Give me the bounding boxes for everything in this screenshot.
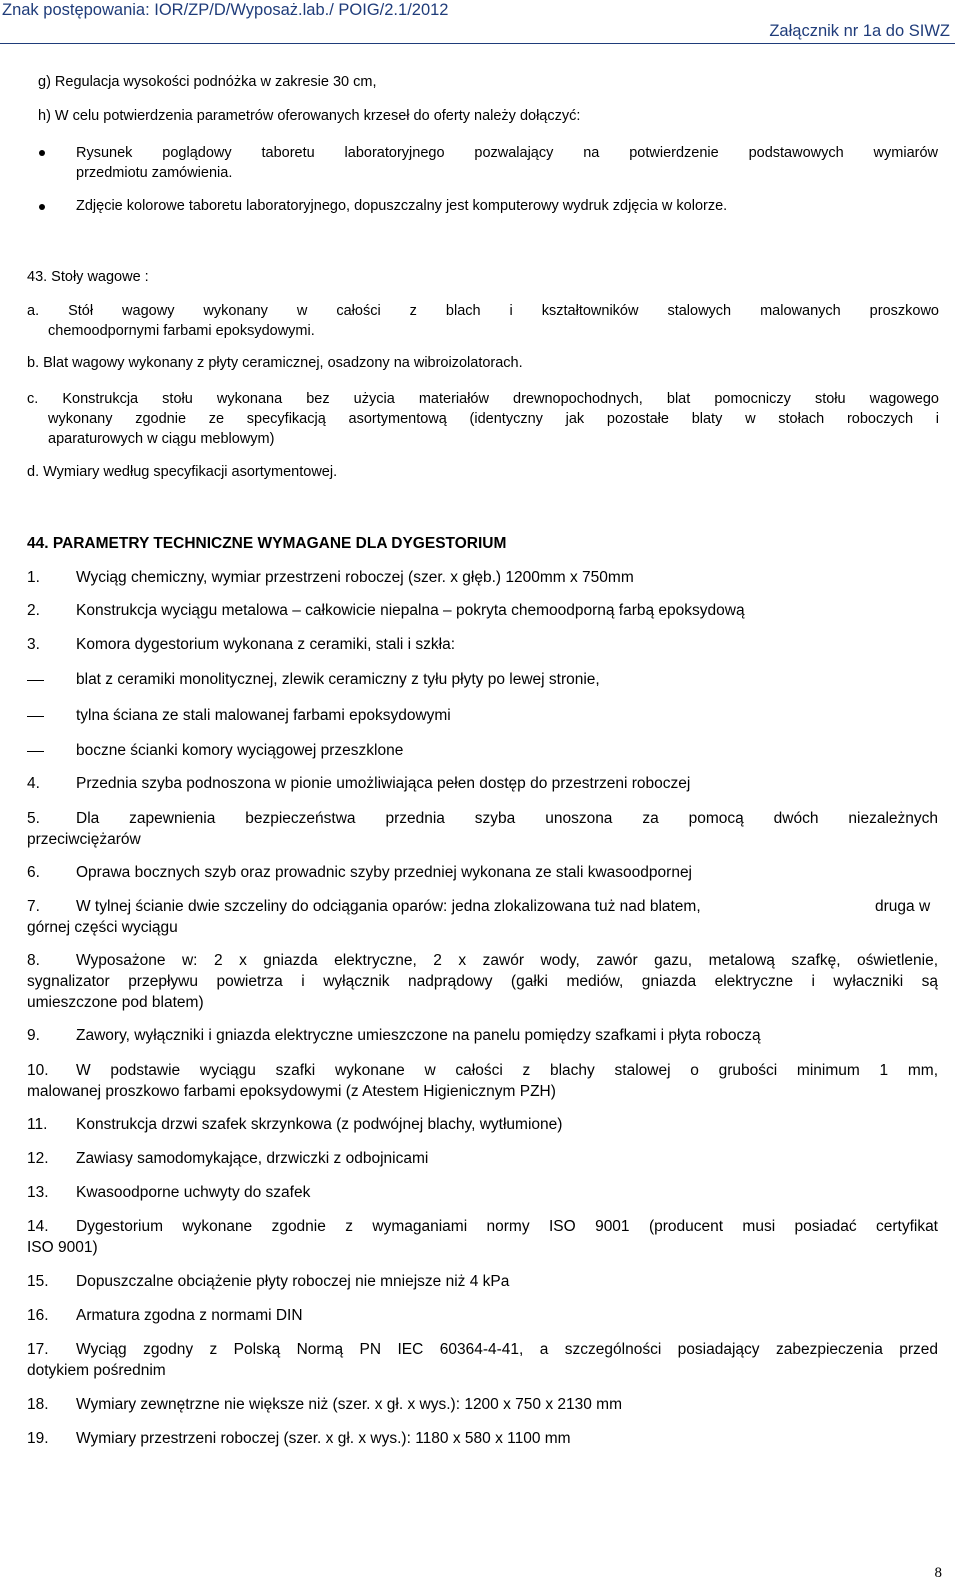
dash-marker	[27, 751, 44, 752]
item-17-num: 17.	[27, 1341, 49, 1358]
item-4-num: 4.	[27, 775, 40, 792]
item-14-line2: ISO 9001)	[27, 1239, 98, 1256]
item-5-num: 5.	[27, 810, 40, 827]
section-43-title: 43. Stoły wagowe :	[27, 269, 149, 285]
dash-item-1: blat z ceramiki monolitycznej, zlewik ceramiczny z tyłu płyty po lewej stronie,	[76, 671, 600, 688]
item-43c-line1: c. Konstrukcja stołu wykonana bez użycia materiałów drewnopochodnych, blat pomocniczy stołu wagowego	[27, 391, 939, 407]
item-13-text: Kwasoodporne uchwyty do szafek	[76, 1184, 311, 1201]
bullet-2: Zdjęcie kolorowe taboretu laboratoryjnego, dopuszczalny jest komputerowy wydruk zdjęcia w kolorze.	[76, 198, 728, 214]
item-8-line2: sygnalizator przepływu powietrza i wyłącznik nadprądowy (gałki mediów, gniazda elektryczne i wyłaczniki są	[27, 973, 938, 990]
item-15-text: Dopuszczalne obciążenie płyty roboczej nie mniejsze niż 4 kPa	[76, 1273, 510, 1290]
item-1-num: 1.	[27, 569, 40, 586]
dash-marker	[27, 716, 44, 717]
item-19-text: Wymiary przestrzeni roboczej (szer. x gł. x wys.): 1180 x 580 x 1100 mm	[76, 1430, 571, 1447]
item-h: h) W celu potwierdzenia parametrów oferowanych krzeseł do oferty należy dołączyć:	[38, 108, 581, 124]
item-43a-line1: a. Stół wagowy wykonany w całości z blach i kształtowników stalowych malowanych proszkowo	[27, 303, 939, 319]
section-44-title: 44. PARAMETRY TECHNICZNE WYMAGANE DLA DYGESTORIUM	[27, 535, 507, 552]
item-11-text: Konstrukcja drzwi szafek skrzynkowa (z podwójnej blachy, wytłumione)	[76, 1116, 563, 1133]
item-43c-line2: wykonany zgodnie ze specyfikacją asortymentową (identyczny jak pozostałe blaty w stołach roboczych i	[48, 411, 939, 427]
item-9-text: Zawory, wyłączniki i gniazda elektryczne umieszczone na panelu pomiędzy szafkami i płyta roboczą	[76, 1027, 761, 1044]
item-8-num: 8.	[27, 952, 40, 969]
header-rule	[0, 43, 955, 44]
item-18-text: Wymiary zewnętrzne nie większe niż (szer. x gł. x wys.): 1200 x 750 x 2130 mm	[76, 1396, 622, 1413]
bullet-1-line1: Rysunek poglądowy taboretu laboratoryjnego pozwalający na potwierdzenie podstawowych wymiarów	[76, 145, 938, 161]
item-5-line1: Dla zapewnienia bezpieczeństwa przednia szyba unoszona za pomocą dwóch niezależnych	[76, 810, 938, 827]
procedure-code: Znak postępowania: IOR/ZP/D/Wyposaż.lab./ POIG/2.1/2012	[2, 1, 449, 19]
item-14-num: 14.	[27, 1218, 49, 1235]
item-4-text: Przednia szyba podnoszona w pionie umożliwiająca pełen dostęp do przestrzeni roboczej	[76, 775, 691, 792]
dash-item-3: boczne ścianki komory wyciągowej przeszklone	[76, 742, 404, 759]
page-header	[0, 0, 960, 44]
page-number: 8	[934, 1565, 942, 1581]
item-2-num: 2.	[27, 602, 40, 619]
item-g: g) Regulacja wysokości podnóżka w zakresie 30 cm,	[38, 74, 377, 90]
item-5-line2: przeciwciężarów	[27, 831, 141, 848]
item-7-line1: W tylnej ścianie dwie szczeliny do odciągania oparów: jedna zlokalizowana tuż nad blatem,	[76, 898, 701, 915]
dash-marker	[27, 680, 44, 681]
item-43a-line2: chemoodpornymi farbami epoksydowymi.	[48, 323, 315, 339]
annex-label: Załącznik nr 1a do SIWZ	[769, 22, 950, 40]
item-13-num: 13.	[27, 1184, 49, 1201]
item-11-num: 11.	[27, 1116, 48, 1133]
item-16-num: 16.	[27, 1307, 49, 1324]
item-7-line2: górnej części wyciągu	[27, 919, 178, 936]
item-8-line3: umieszczone pod blatem)	[27, 994, 204, 1011]
item-16-text: Armatura zgodna z normami DIN	[76, 1307, 303, 1324]
item-6-num: 6.	[27, 864, 40, 881]
item-3-text: Komora dygestorium wykonana z ceramiki, stali i szkła:	[76, 636, 456, 653]
item-7-num: 7.	[27, 898, 40, 915]
item-8-line1: Wyposażone w: 2 x gniazda elektryczne, 2 x zawór wody, zawór gazu, metalową szafkę, oświetlenie,	[76, 952, 938, 969]
item-7-line1-end: druga w	[875, 898, 931, 915]
item-10-line1: W podstawie wyciągu szafki wykonane w całości z blachy stalowej o grubości minimum 1 mm,	[76, 1062, 938, 1079]
dash-item-2: tylna ściana ze stali malowanej farbami epoksydowymi	[76, 707, 451, 724]
bullet-1-line2: przedmiotu zamówienia.	[76, 165, 233, 181]
item-10-num: 10.	[27, 1062, 49, 1079]
item-14-line1: Dygestorium wykonane zgodnie z wymaganiami normy ISO 9001 (producent musi posiadać certyfikat	[76, 1218, 938, 1235]
bullet-marker	[39, 204, 45, 210]
bullet-marker	[39, 150, 45, 156]
item-12-num: 12.	[27, 1150, 49, 1167]
item-1-text: Wyciąg chemiczny, wymiar przestrzeni roboczej (szer. x głęb.) 1200mm x 750mm	[76, 569, 634, 586]
item-10-line2: malowanej proszkowo farbami epoksydowymi (z Atestem Higienicznym PZH)	[27, 1083, 556, 1100]
item-6-text: Oprawa bocznych szyb oraz prowadnic szyby przedniej wykonana ze stali kwasoodpornej	[76, 864, 693, 881]
item-43b: b. Blat wagowy wykonany z płyty ceramicznej, osadzony na wibroizolatorach.	[27, 355, 523, 371]
item-18-num: 18.	[27, 1396, 49, 1413]
item-3-num: 3.	[27, 636, 40, 653]
item-12-text: Zawiasy samodomykające, drzwiczki z odbojnicami	[76, 1150, 429, 1167]
item-43d: d. Wymiary według specyfikacji asortymentowej.	[27, 464, 338, 480]
item-19-num: 19.	[27, 1430, 49, 1447]
item-17-line2: dotykiem pośrednim	[27, 1362, 166, 1379]
item-15-num: 15.	[27, 1273, 49, 1290]
item-2-text: Konstrukcja wyciągu metalowa – całkowicie niepalna – pokryta chemoodporną farbą epoksydową	[76, 602, 745, 619]
item-43c-line3: aparaturowych w ciągu meblowym)	[48, 431, 275, 447]
item-9-num: 9.	[27, 1027, 40, 1044]
item-17-line1: Wyciąg zgodny z Polską Normą PN IEC 60364-4-41, a szczególności posiadający zabezpieczenia przed	[76, 1341, 938, 1358]
